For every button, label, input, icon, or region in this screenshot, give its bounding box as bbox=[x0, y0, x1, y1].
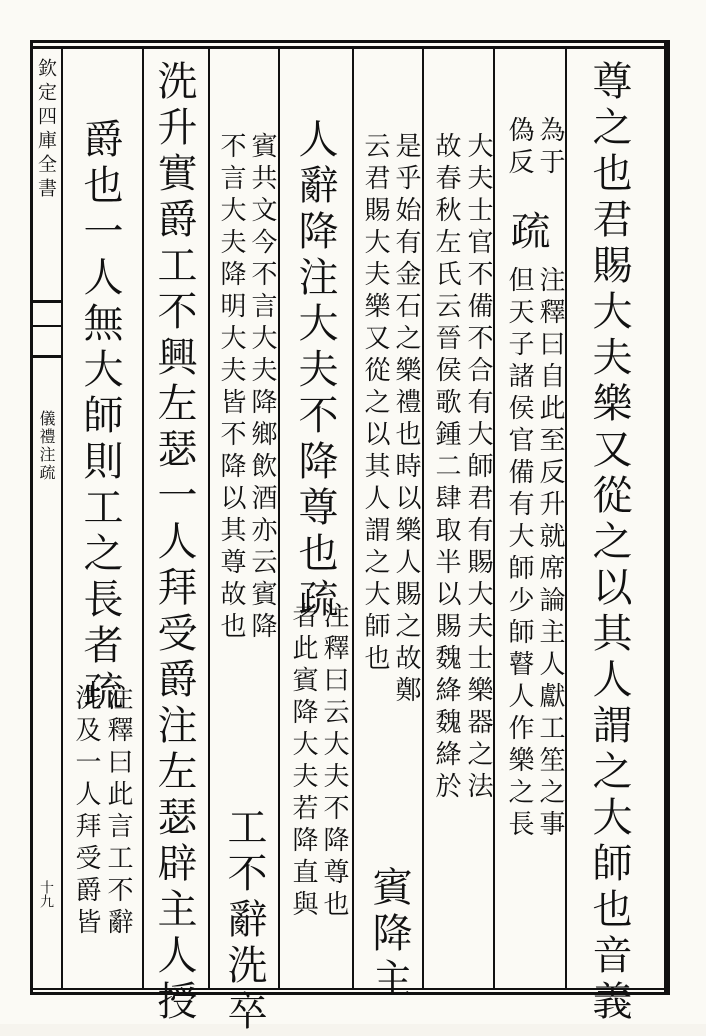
annotation-left: 云君賜大夫樂又從之以其人謂之大師也 bbox=[360, 132, 390, 676]
annotation-right: 注釋曰云大夫不降尊也 bbox=[319, 602, 349, 922]
annotation-right: 是乎始有金石之樂禮也時以樂人賜之故鄭 bbox=[391, 132, 421, 708]
annotation-right: 為于 bbox=[535, 116, 565, 180]
text-column-7: 洗升實爵工不興左瑟一人拜受爵注左瑟辟主人授 bbox=[151, 60, 197, 1026]
column-rule bbox=[352, 49, 354, 988]
annotation-right-cont: 注釋曰自此至反升就席論主人獻工笙之事 bbox=[535, 266, 565, 842]
column-rule bbox=[208, 49, 210, 988]
main-text: 賓降主 bbox=[366, 866, 412, 1004]
main-text: 爵也一人無大師則工之長者疏 bbox=[77, 118, 123, 716]
main-text: 工不辭洗卒 bbox=[221, 806, 267, 1036]
annotation-left-cont: 但天子諸侯官備有大師少師瞽人作樂之長 bbox=[504, 266, 534, 842]
fishtail-ornament bbox=[30, 300, 61, 358]
shu-marker: 疏 bbox=[504, 210, 550, 256]
annotation-left: 洗及一人拜受爵皆 bbox=[71, 684, 101, 940]
top-rule bbox=[30, 46, 670, 49]
bottom-rule bbox=[30, 988, 670, 990]
page-number: 十九 bbox=[38, 880, 54, 908]
annotation-left: 偽反 bbox=[504, 116, 534, 180]
column-rule bbox=[422, 49, 424, 988]
annotation-right: 賓共文今不言大夫降鄉飲酒亦云賓降 bbox=[247, 132, 277, 644]
margin-collection-title: 欽定四庫全書 bbox=[35, 58, 57, 202]
column-rule bbox=[142, 49, 144, 988]
text-column-1: 尊之也君賜大夫樂又從之以其人謂之大師也音義 bbox=[586, 60, 632, 1026]
annotation-left: 不言大夫降明大夫皆不降以其尊故也 bbox=[216, 132, 246, 644]
column-rule bbox=[278, 49, 280, 988]
annotation-left: 者此賓降大夫若降直與 bbox=[288, 602, 318, 922]
annotation-right: 注釋曰此言工不辭 bbox=[103, 684, 133, 940]
margin-book-title: 儀禮注疏 bbox=[37, 410, 56, 482]
main-text: 人辭降注大夫不降尊也疏 bbox=[292, 118, 338, 624]
annotation-left: 故春秋左氏云晉侯歌鍾二肆取半以賜魏絳魏絳於 bbox=[431, 132, 461, 804]
annotation-right: 大夫士官不備不合有大師君有賜大夫士樂器之法 bbox=[463, 132, 493, 804]
